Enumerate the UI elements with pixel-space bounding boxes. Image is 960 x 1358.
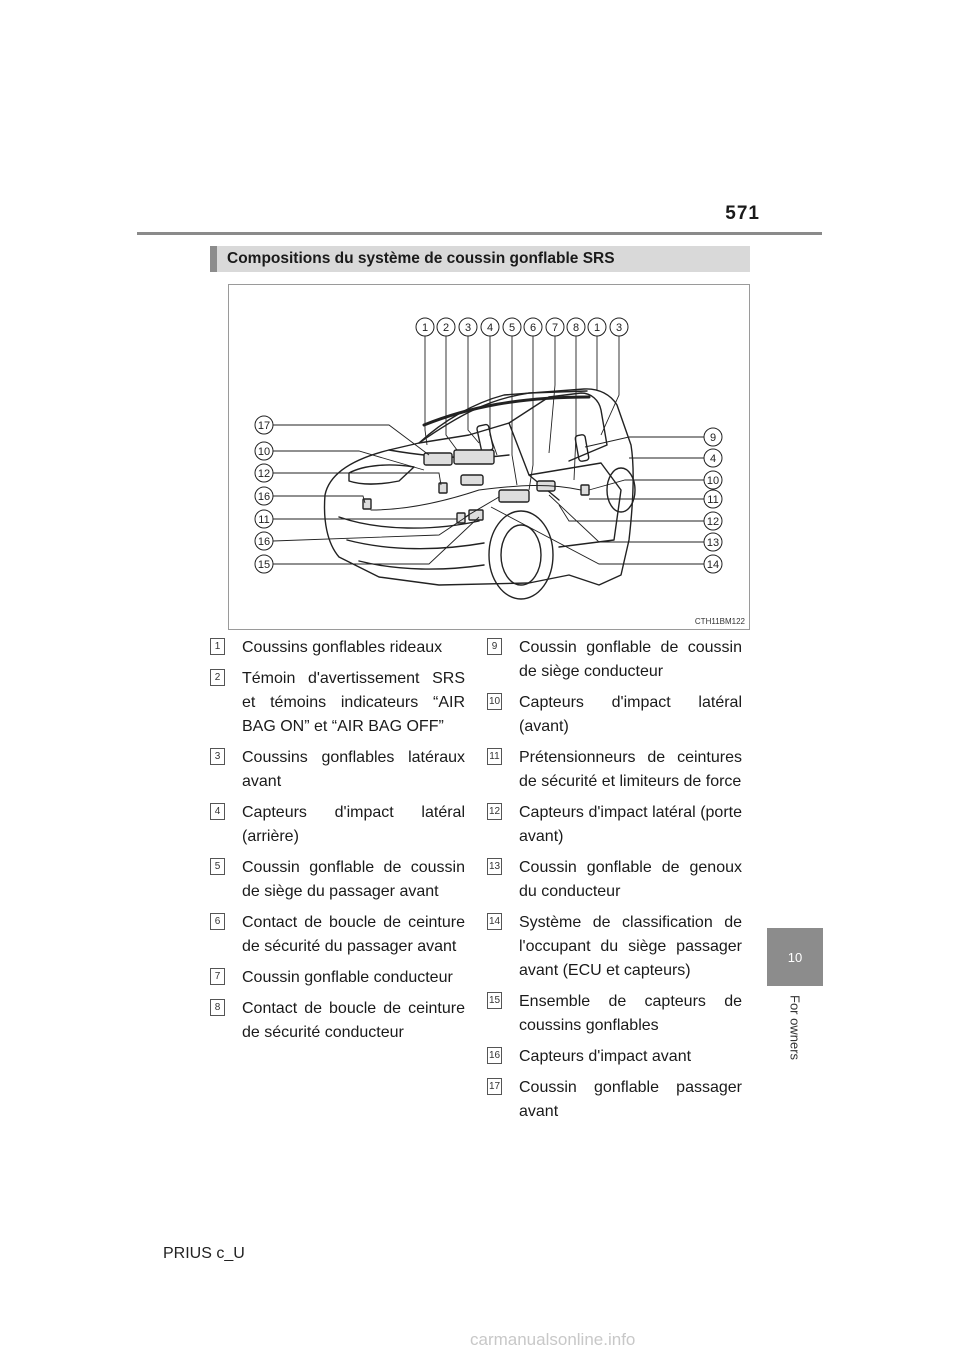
front-wheel	[489, 511, 553, 599]
item-number-box: 3	[210, 748, 225, 765]
list-item	[210, 911, 465, 959]
svg-text:6: 6	[529, 322, 537, 334]
svg-text:1: 1	[593, 322, 601, 334]
svg-text:15: 15	[257, 559, 271, 571]
car-headlight	[349, 465, 414, 484]
item-text: Coussin gonflable passager avant	[519, 1079, 742, 1120]
item-number-box: 4	[210, 803, 225, 820]
svg-text:14: 14	[706, 559, 720, 571]
svg-text:17: 17	[257, 420, 271, 432]
item-text: Prétensionneurs de ceintures de sécurité et limiteurs de force	[519, 749, 742, 790]
car-illustration	[229, 285, 749, 629]
svg-text:4: 4	[709, 453, 717, 465]
item-text: Coussin gonflable de genoux du conducteur	[519, 859, 742, 900]
item-number-box: 1	[210, 638, 225, 655]
item-text: Capteurs d'impact avant	[519, 1048, 692, 1065]
list-item	[210, 636, 465, 660]
right-callouts	[704, 428, 722, 573]
item-number-box: 9	[487, 638, 502, 655]
svg-text:3: 3	[464, 322, 472, 334]
list-item	[487, 856, 742, 904]
svg-text:2: 2	[442, 322, 450, 334]
diagram-code: CTH11BM122	[694, 617, 745, 626]
item-text: Capteurs d'impact latéral (avant)	[519, 694, 742, 735]
chapter-side-label	[765, 995, 825, 1085]
svg-text:5: 5	[508, 322, 516, 334]
chapter-tab	[767, 928, 823, 986]
watermark: carmanualsonline.info	[470, 1330, 636, 1349]
legend-right-column	[487, 636, 742, 1131]
callout-left-10	[255, 442, 273, 460]
callout-top-9	[588, 318, 606, 336]
svg-text:3: 3	[615, 322, 623, 334]
svg-text:4: 4	[486, 322, 494, 334]
item-text: Coussin gonflable de coussin de siège conducteur	[519, 639, 742, 680]
callout-top-4	[481, 318, 499, 336]
list-item	[210, 746, 465, 794]
svg-text:16: 16	[257, 536, 271, 548]
svg-text:10: 10	[706, 475, 720, 487]
list-item	[487, 990, 742, 1038]
callout-right-12	[704, 512, 722, 530]
chapter-title: For owners	[787, 995, 803, 1061]
callout-right-13	[704, 533, 722, 551]
svg-text:8: 8	[572, 322, 580, 334]
item-text: Témoin d'avertissement SRS et témoins indicateurs “AIR BAG ON” et “AIR BAG OFF”	[242, 670, 465, 735]
left-callouts	[255, 416, 273, 573]
top-callouts	[416, 318, 628, 336]
callout-left-11	[255, 510, 273, 528]
item-text: Coussin gonflable de coussin de siège du passager avant	[242, 859, 465, 900]
list-item	[487, 911, 742, 983]
callout-right-14	[704, 555, 722, 573]
item-text: Système de classification de l'occupant du siège passager avant (ECU et capteurs)	[519, 914, 742, 979]
item-number-box: 12	[487, 803, 502, 820]
item-text: Coussin gonflable conducteur	[242, 969, 453, 986]
list-item	[487, 636, 742, 684]
list-item	[487, 801, 742, 849]
callout-left-15	[255, 555, 273, 573]
svg-text:16: 16	[257, 491, 271, 503]
item-number-box: 2	[210, 669, 225, 686]
callout-right-10	[704, 471, 722, 489]
callout-right-11	[704, 490, 722, 508]
svg-text:12: 12	[257, 468, 271, 480]
section-header: Compositions du système de coussin gonflable SRS	[210, 246, 750, 272]
list-item	[210, 856, 465, 904]
svg-text:1: 1	[421, 322, 429, 334]
page-number: 571	[725, 203, 760, 224]
item-number-box: 8	[210, 999, 225, 1016]
item-text: Ensemble de capteurs de coussins gonflables	[519, 993, 742, 1034]
legend-left-column	[210, 636, 465, 1052]
item-number-box: 6	[210, 913, 225, 930]
item-number-box: 11	[487, 748, 502, 765]
list-item	[487, 1045, 742, 1069]
callout-left-17	[255, 416, 273, 434]
item-text: Contact de boucle de ceinture de sécurité conducteur	[242, 1000, 465, 1041]
item-number-box: 7	[210, 968, 225, 985]
footer-model: PRIUS c_U	[163, 1245, 245, 1262]
callout-top-3	[459, 318, 477, 336]
svg-text:7: 7	[551, 322, 559, 334]
item-number-box: 16	[487, 1047, 502, 1064]
item-number-box: 13	[487, 858, 502, 875]
svg-text:9: 9	[709, 432, 717, 444]
svg-text:12: 12	[706, 516, 720, 528]
item-number-box: 17	[487, 1078, 502, 1095]
callout-right-4	[704, 449, 722, 467]
item-text: Coussins gonflables rideaux	[242, 639, 443, 656]
airbag-diagram	[228, 284, 750, 630]
item-text: Capteurs d'impact latéral (porte avant)	[519, 804, 742, 845]
callout-top-8	[567, 318, 585, 336]
callout-right-9	[704, 428, 722, 446]
item-text: Contact de boucle de ceinture de sécurité du passager avant	[242, 914, 465, 955]
callout-left-12	[255, 464, 273, 482]
svg-text:13: 13	[706, 537, 720, 549]
callout-top-2	[437, 318, 455, 336]
item-number-box: 14	[487, 913, 502, 930]
list-item	[210, 667, 465, 739]
callout-top-10	[610, 318, 628, 336]
chapter-number: 10	[787, 949, 803, 965]
callout-left-16a	[255, 487, 273, 505]
svg-text:10: 10	[257, 446, 271, 458]
callout-top-1	[416, 318, 434, 336]
callout-top-5	[503, 318, 521, 336]
callout-left-16b	[255, 532, 273, 550]
callout-top-7	[546, 318, 564, 336]
top-rule	[137, 232, 822, 235]
list-item	[210, 997, 465, 1045]
item-text: Capteurs d'impact latéral (arrière)	[242, 804, 465, 845]
list-item	[210, 966, 465, 990]
list-item	[487, 1076, 742, 1124]
item-text: Coussins gonflables latéraux avant	[242, 749, 465, 790]
callout-top-6	[524, 318, 542, 336]
list-item	[487, 746, 742, 794]
item-number-box: 10	[487, 693, 502, 710]
list-item	[210, 801, 465, 849]
item-number-box: 15	[487, 992, 502, 1009]
svg-text:11: 11	[707, 494, 719, 506]
list-item	[487, 691, 742, 739]
item-number-box: 5	[210, 858, 225, 875]
svg-text:11: 11	[258, 514, 270, 526]
